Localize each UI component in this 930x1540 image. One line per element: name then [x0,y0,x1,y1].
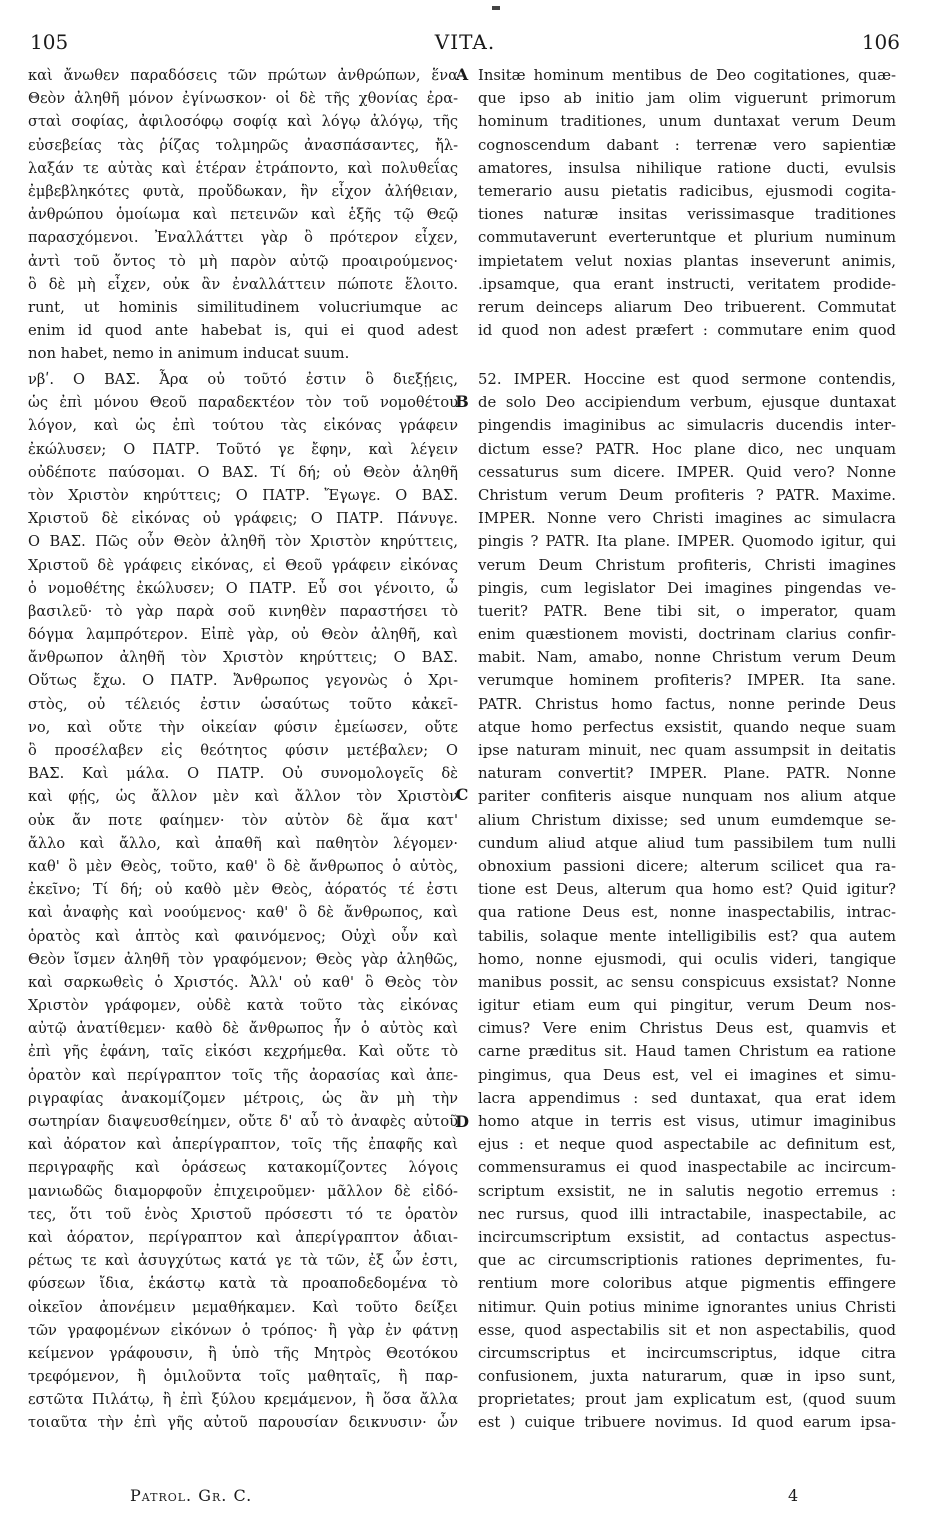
greek-text-line: στὸς, οὐ τέλειός ἐστιν ὡσαύτως τοῦτο κἀκεῖ- [28,695,458,713]
latin-text-line: circumscriptus et incircumscriptus, idque citra [478,1344,896,1362]
greek-column-main [28,368,458,1435]
greek-text-line: οὐδέποτε παύσομαι. Ο ΒΑΣ. Τί δή; οὐ Θεὸν ἀληθῆ [28,463,458,481]
latin-text-line: tiones naturæ insitas verissimasque traditiones [478,206,896,224]
latin-text-line: ejus : et neque quod aspectabile ac definitum est, [478,1136,896,1154]
greek-text-line: κείμενον γράφουσιν, ἢ ὑπὸ τῆς Μητρὸς Θεοτόκου [28,1344,458,1362]
page-number-left: 105 [30,30,69,54]
greek-text-line: ἀντὶ τοῦ ὄντος τὸ μὴ παρὸν αὐτῷ προαιρούμενος· [28,252,458,270]
greek-text-line: Θεὸν ἴσμεν ἀληθῆ τὸν γραφόμενον; Θεὸς γὰρ ἀληθῶς, [28,950,458,968]
latin-text-line: nec rursus, quod illi intractabile, inaspectabile, ac [478,1205,896,1223]
latin-text-line: naturam convertit? IMPER. Plane. PATR. Nonne [478,765,896,783]
greek-text-line: Χριστὸν γράφομεν, οὐδὲ κατὰ τοῦτο τὰς εἰκόνας [28,997,458,1015]
greek-text-line: ἐμβεβληκότες φυτὰ, προὔδωκαν, ἣν εἶχον ἀλήθειαν, [28,182,458,200]
latin-text-line: cimus? Vere enim Christus Deus est, quamvis et [478,1020,896,1038]
greek-text-line: καὶ ἀόρατον, περίγραπτον καὶ ἀπερίγραπτον ἀδιαι- [28,1228,458,1246]
greek-text-line: τοιαῦτα τὴν ἐπὶ γῆς αὐτοῦ παρουσίαν δεικνυσιν· ὧν [28,1414,458,1432]
greek-text-line: τρεφόμενον, ἢ ὁμιλοῦντα τοῖς μαθηταῖς, ἢ παρ- [28,1368,458,1386]
latin-text-line: confusionem, juxta naturarum, quæ in ipso sunt, [478,1368,896,1386]
latin-text-line: pingis, cum legislator Dei imagines pingendas ve- [478,579,896,597]
latin-column-main [478,368,896,1435]
latin-continuation: non habet, nemo in animum inducat suum. [28,345,350,363]
latin-text-line: homo atque in terris est visus, utimur imaginibus [478,1113,896,1130]
greek-text-line: οἰκεῖον ἀπονέμειν μεμαθήκαμεν. Καὶ τοῦτο δείξει [28,1298,458,1316]
greek-text-line: ἄνθρωπον ἀληθῆ τὸν Χριστὸν κηρύττεις; Ο ΒΑΣ. [28,649,458,667]
section-marker-d: D [455,1112,469,1131]
greek-text-line: περιγραφῆς καὶ ὁράσεως κατακομίζοντες λόγοις [28,1159,458,1177]
greek-text-line: ἐκώλυσεν; Ο ΠΑΤΡ. Τοῦτό γε ἔφην, καὶ λέγειν [28,440,458,458]
greek-text-line: εὐσεβείας τὰς ῥίζας τολμηρῶς ἀνασπάσαντες, ἤλ- [28,136,458,154]
latin-text-line: cognoscendum dabant : terrenæ vero sapientiæ [478,136,896,154]
section-marker-a: A [455,65,469,84]
latin-text-line: carne præditus sit. Haud tamen Christum ea ratione [478,1043,896,1061]
latin-text-line: commensuramus ei quod inaspectabile ac incircum- [478,1159,896,1177]
latin-text-line: igitur etiam eum qui pingitur, verum Deum nos- [478,997,896,1015]
greek-text-line: σταὶ σοφίας, ἀφιλοσόφῳ σοφίᾳ καὶ λόγῳ ἀλόγῳ, τῆς [28,113,458,131]
full-line-left: runt, ut hominis similitudinem volucriumque ac [28,299,458,316]
running-title: VITA. [434,30,496,54]
latin-text-line: proprietates; prout jam explicatum est, (quod suum [478,1391,896,1409]
greek-column-top [28,64,458,296]
greek-text-line: ὃ προσέλαβεν εἰς θεότητος φύσιν μετέβαλεν; Ο [28,742,458,759]
full-width-block [28,296,896,366]
latin-text-line: tabilis, solaque mente intelligibilis est? qua autem [478,927,896,945]
page-number-right: 106 [861,30,900,54]
latin-text-line: IMPER. Nonne vero Christi imagines ac simulacra [478,510,896,528]
greek-text-line: εστῶτα Πιλάτῳ, ἢ ἐπὶ ξύλου κρεμάμενον, ἢ ὅσα ἄλλα [28,1391,458,1409]
greek-text-line: σωτηρίαν διαψευσθείημεν, οὔτε δ' αὖ τὸ ἀναφὲς αὐτοῦ [28,1113,458,1130]
latin-text-line: impietatem velut noxias plantas inseverunt animis, [478,252,896,270]
greek-text-line: ὡς ἐπὶ μόνου Θεοῦ παραδεκτέον τὸν τοῦ νομοθέτου [28,394,458,412]
page-footer [30,1486,900,1512]
latin-text-line: pingis ? PATR. Ita plane. IMPER. Quomodo igitur, qui [478,533,896,551]
latin-text-line: manibus possit, ac sensu conspicuus exsistat? Nonne [478,973,896,991]
full-line-right: rerum deinceps aliarum Deo tribuerent. Commutat [478,299,896,316]
latin-text-line: pingimus, qua Deus est, vel ei imagines et simu- [478,1066,896,1084]
latin-text-line: rentium more coloribus atque pigmentis effingere [478,1275,896,1293]
page-header [30,30,900,60]
full-line-right: id quod non adest præfert : commutare enim quod [478,322,896,340]
full-line [28,296,896,319]
latin-text-line: esse, quod aspectabilis sit et non aspectabilis, quod [478,1321,896,1339]
greek-text-line: φύσεων ἴδια, ἑκάστῳ κατὰ τὰ προαποδεδομένα τὸ [28,1275,458,1293]
latin-text-line: qua ratione Deus est, nonne inaspectabilis, intrac- [478,904,896,922]
greek-text-line: τες, ὅτι τοῦ ἑνὸς Χριστοῦ πρόσεστι τό τε ὁρατὸν [28,1205,458,1223]
greek-text-line: ὁρατὸν καὶ περίγραπτον τοῖς τῆς ἀορασίας καὶ ἀπε- [28,1066,458,1084]
latin-text-line: PATR. Christus homo factus, nonne perinde Deus [478,695,896,713]
greek-text-line: μανιωδῶς διαμορφοῦν ἐπιχειροῦμεν· μᾶλλον δὲ εἰδό- [28,1182,458,1200]
greek-text-line: τῶν γραφομένων εἰκόνων ὁ τρόπος· ἢ γὰρ ἐν φάτνῃ [28,1321,458,1339]
latin-text-line: nitimur. Quin potius minime ignorantes unius Christi [478,1298,896,1316]
latin-text-line: pingendis imaginibus ac simulacris ducendis inter- [478,417,896,435]
greek-text-line: καὶ φῄς, ὡς ἄλλον μὲν καὶ ἄλλον τὸν Χριστὸν [28,788,458,806]
latin-text-line: de solo Deo accipiendum verbum, ejusque duntaxat [478,394,896,412]
latin-text-line: que ac circumscriptionis rationes deprimentes, fu- [478,1252,896,1270]
greek-text-line: ριγραφίας ἀνακομίζομεν μέτροις, ὡς ἂν μὴ τὴν [28,1089,458,1107]
latin-text-line: tione est Deus, alterum qua homo est? Quid igitur? [478,881,896,899]
latin-text-line: Christum verum Deum profiteris ? PATR. Maxime. [478,486,896,504]
greek-text-line: ὃ δὲ μὴ εἶχεν, οὐκ ἂν ἐναλλάττειν πώποτε ἕλοιτο. [28,275,458,293]
greek-text-line: Θεὸν ἀληθῆ μόνον ἐγίνωσκον· οἱ δὲ τῆς χθονίας ἐρα- [28,90,458,108]
latin-text-line: cundum aliud atque aliud tum passibilem tum nulli [478,834,896,852]
footer-signature: Patrol. Gr. C. [130,1486,253,1505]
greek-text-line: ἐπὶ γῆς ἐφάνη, ταῖς εἰκόσι κεχρήμεθα. Καὶ οὔτε τὸ [28,1043,458,1061]
latin-text-line: 52. IMPER. Hoccine est quod sermone contendis, [478,371,896,388]
greek-text-line: βασιλεῦ· τὸ γὰρ παρὰ σοῦ κινηθὲν παραστήσει τὸ [28,602,458,620]
latin-text-line: commutaverunt everteruntque et plurium numinum [478,229,896,247]
greek-text-line: τὸν Χριστὸν κηρύττεις; Ο ΠΑΤΡ. Ἔγωγε. Ο ΒΑΣ. [28,486,458,504]
greek-text-line: νβʹ. Ο ΒΑΣ. Ἆρα οὐ τοῦτό ἐστιν ὃ διεξῄεις, [28,371,458,388]
latin-text-line: verum Deum Christum profiteris, Christi imagines [478,556,896,574]
latin-text-line: pariter confiteris aisque nunquam nos alium atque [478,788,896,806]
greek-text-line: Χριστοῦ δὲ γράφεις εἰκόνας, εἰ Θεοῦ γράφειν εἰκόνας [28,556,458,574]
latin-text-line: obnoxium passioni dicere; alterum scilicet qua ra- [478,857,896,875]
latin-text-line: amatores, insulsa nihilique ratione ducti, evulsis [478,159,896,177]
greek-text-line: καὶ σαρκωθεὶς ὁ Χριστός. Ἀλλ' οὐ καθ' ὃ Θεὸς τὸν [28,973,458,991]
full-line-left: enim id quod ante habebat is, qui ei quod adest [28,322,458,340]
latin-text-line: que ipso ab initio jam olim viguerunt primorum [478,90,896,108]
latin-text-line: incircumscriptum exsistit, ad contactus aspectus- [478,1228,896,1246]
latin-text-line: .ipsamque, qua erant instructi, veritatem prodide- [478,275,896,293]
latin-text-line: hominum traditiones, unum duntaxat verum Deum [478,113,896,131]
latin-text-line: scriptum exsistit, ne in salutis negotio erremus : [478,1182,896,1200]
greek-text-line: οὐκ ἄν ποτε φαίημεν· τὸν αὐτὸν δὲ ἅμα κατ' [28,811,458,829]
latin-text-line: Insitæ hominum mentibus de Deo cogitationes, quæ- [478,67,896,84]
full-line [28,319,896,342]
latin-text-line: ipse naturam minuit, nec quam assumpsit in deitatis [478,742,896,759]
latin-text-line: lacra appendimus : sed duntaxat, qua erat idem [478,1089,896,1107]
section-marker-b: B [455,392,469,411]
greek-text-line: ὁρατὸς καὶ ἁπτὸς καὶ φαινόμενος; Οὐχὶ οὖν καὶ [28,927,458,945]
greek-text-line: Ο ΒΑΣ. Πῶς οὖν Θεὸν ἀληθῆ τὸν Χριστὸν κηρύττεις, [28,533,458,551]
greek-text-line: ἄλλο καὶ ἄλλο, καὶ ἀπαθῆ καὶ παθητὸν λέγομεν· [28,834,458,852]
greek-text-line: καὶ ἀόρατον καὶ ἀπερίγραπτον, τοῖς τῆς ἐπαφῆς καὶ [28,1136,458,1154]
greek-text-line: καὶ ἀναφὴς καὶ νοούμενος· καθ' ὃ δὲ ἄνθρωπος, καὶ [28,904,458,922]
latin-text-line: verumque hominem profiteris? IMPER. Ita sane. [478,672,896,690]
latin-text-line: tuerit? PATR. Bene tibi sit, o imperator, quam [478,602,896,620]
top-mark [492,6,500,10]
greek-text-line: Χριστοῦ δὲ εἰκόνας οὐ γράφεις; Ο ΠΑΤΡ. Πάνυγε. [28,510,458,528]
greek-text-line: ἐκεῖνο; Τί δή; οὐ καθὸ μὲν Θεὸς, ἀόρατός τέ ἐστι [28,881,458,899]
greek-text-line: καὶ ἄνωθεν παραδόσεις τῶν πρώτων ἀνθρώπων, ἕνα [28,67,458,84]
latin-text-line: homo, nonne ejusmodi, qui oculis videri, tangique [478,950,896,968]
latin-text-line: alium Christum dixisse; sed unum eumdemque se- [478,811,896,829]
latin-text-line: cessaturus sum dicere. IMPER. Quid vero? Nonne [478,463,896,481]
greek-text-line: ἀνθρώπου ὁμοίωμα καὶ πετεινῶν καὶ ἑξῆς τῷ Θεῷ [28,206,458,224]
greek-text-line: Οὕτως ἔχω. Ο ΠΑΤΡ. Ἄνθρωπος γεγονὼς ὁ Χρι- [28,672,458,690]
greek-text-line: παρασχόμενοι. Ἐναλλάττει γὰρ ὃ πρότερον εἶχεν, [28,229,458,247]
latin-text-line: mabit. Nam, amabo, nonne Christum verum Deum [478,649,896,667]
greek-text-line: νο, καὶ οὔτε τὴν οἰκείαν φύσιν ἐμείωσεν, οὔτε [28,718,458,736]
section-marker-c: C [455,785,469,804]
latin-text-line: dictum esse? PATR. Hoc plane dico, nec unquam [478,440,896,458]
greek-text-line: λαξάν τε αὐτὰς καὶ ἑτέραν ἐτράποντο, καὶ πολυθεΐας [28,159,458,177]
footer-gathering-number: 4 [788,1486,799,1505]
greek-text-line: λόγον, καὶ ὡς ἐπὶ τούτου τὰς εἰκόνας γράφειν [28,417,458,435]
greek-text-line: ρέτως τε καὶ ἀσυγχύτως κατά γε τὰ τῶν, ἐξ ὧν ἐστι, [28,1252,458,1270]
latin-text-line: temerario ausu pietatis radicibus, ejusmodi cogita- [478,182,896,200]
greek-text-line: καθ' ὃ μὲν Θεὸς, τοῦτο, καθ' ὃ δὲ ἄνθρωπος ὁ αὐτὸς, [28,857,458,875]
greek-text-line: ὁ νομοθέτης ἐκώλυσεν; Ο ΠΑΤΡ. Εὖ σοι γένοιτο, ὦ [28,579,458,597]
latin-column-top [478,64,896,296]
latin-text-line: est ) cuique tribuere novimus. Id quod earum ipsa- [478,1414,896,1432]
greek-text-line: ΒΑΣ. Καὶ μάλα. Ο ΠΑΤΡ. Οὐ συνομολογεῖς δὲ [28,765,458,783]
greek-text-line: δόγμα λαμπρότερον. Εἰπὲ γὰρ, οὐ Θεὸν ἀληθῆ, καὶ [28,626,458,644]
latin-text-line: enim quæstionem movisti, doctrinam clarius confir- [478,626,896,644]
greek-text-line: αὐτῷ ἀνατίθεμεν· καθὸ δὲ ἄνθρωπος ἦν ὁ αὐτὸς καὶ [28,1020,458,1038]
latin-text-line: atque homo perfectus exsistit, quando neque suam [478,718,896,736]
